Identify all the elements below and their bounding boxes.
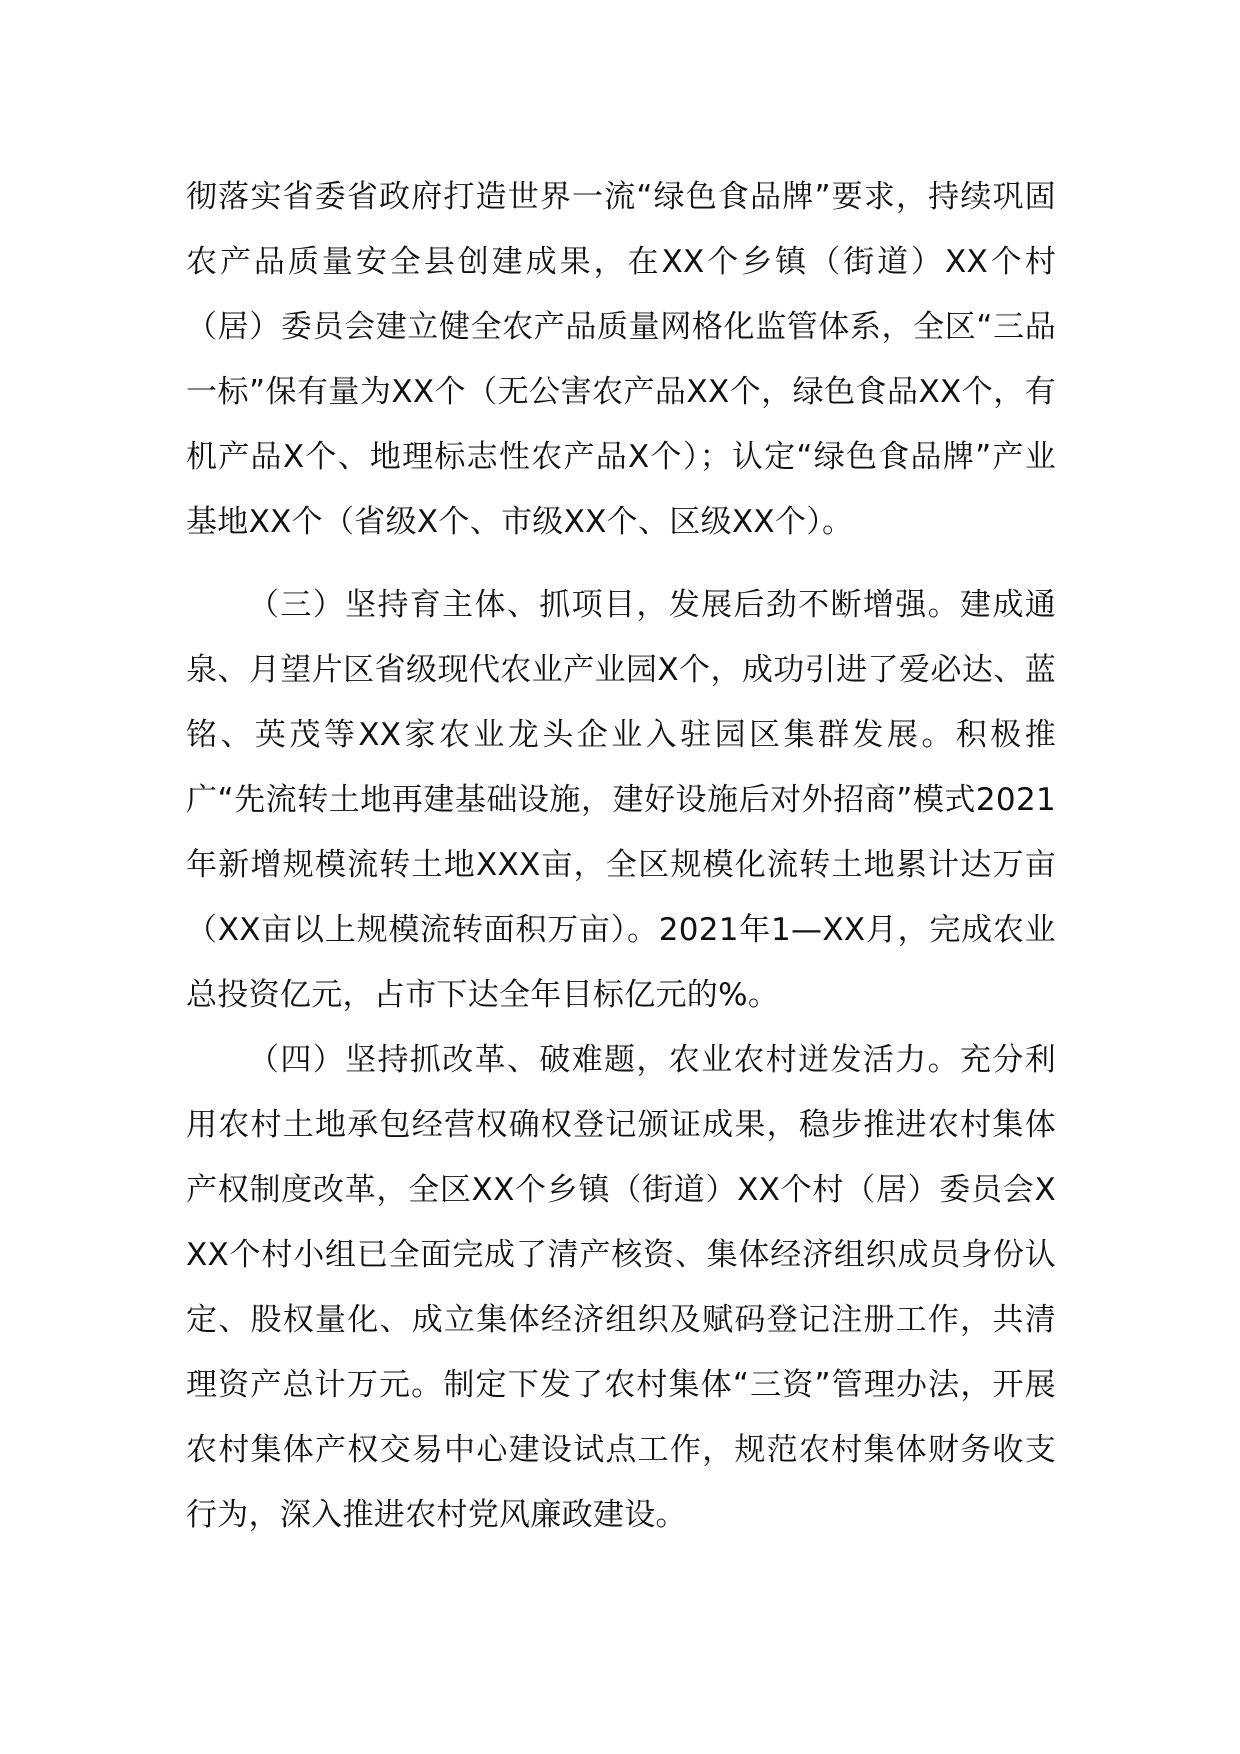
paragraph-green-food-brand: 彻落实省委省政府打造世界一流“绿色食品牌”要求，持续巩固农产品质量安全县创建成果，在XX个乡镇（街道）XX个村（居）委员会建立健全农产品质量网格化监管体系，全区“三品一标”保有量为XX个（无公害农产品XX个，绿色食品XX个，有机产品X个、地理标志性农产品X个）；认定“绿色食品牌”产业基地XX个（省级X个、市级XX个、区级XX个）。 [186,179,1056,540]
paragraph-section-three: （三）坚持育主体、抓项目，发展后劲不断增强。建成通泉、月望片区省级现代农业产业园X个，成功引进了爱必达、蓝铭、英茂等XX家农业龙头企业入驻园区集群发展。积极推广“先流转土地再建基础设施，建好设施后对外招商”模式2021年新增规模流转土地XXX亩，全区规模化流转土地累计达万亩（XX亩以上规模流转面积万亩）。2021年1—XX月，完成农业总投资亿元，占市下达全年目标亿元的%。 [186,587,1056,1013]
paragraph-spacer [186,555,1056,573]
paragraph-section-four: （四）坚持抓改革、破难题，农业农村迸发活力。充分利用农村土地承包经营权确权登记颁证成果，稳步推进农村集体产权制度改革，全区XX个乡镇（街道）XX个村（居）委员会XXX个村小组已全面完成了清产核资、集体经济组织成员身份认定、股权量化、成立集体经济组织及赋码登记注册工作，共清理资产总计万元。制定下发了农村集体“三资”管理办法，开展农村集体产权交易中心建设试点工作，规范农村集体财务收支行为，深入推进农村党风廉政建设。 [186,1042,1056,1533]
document-body [186,165,1056,1548]
